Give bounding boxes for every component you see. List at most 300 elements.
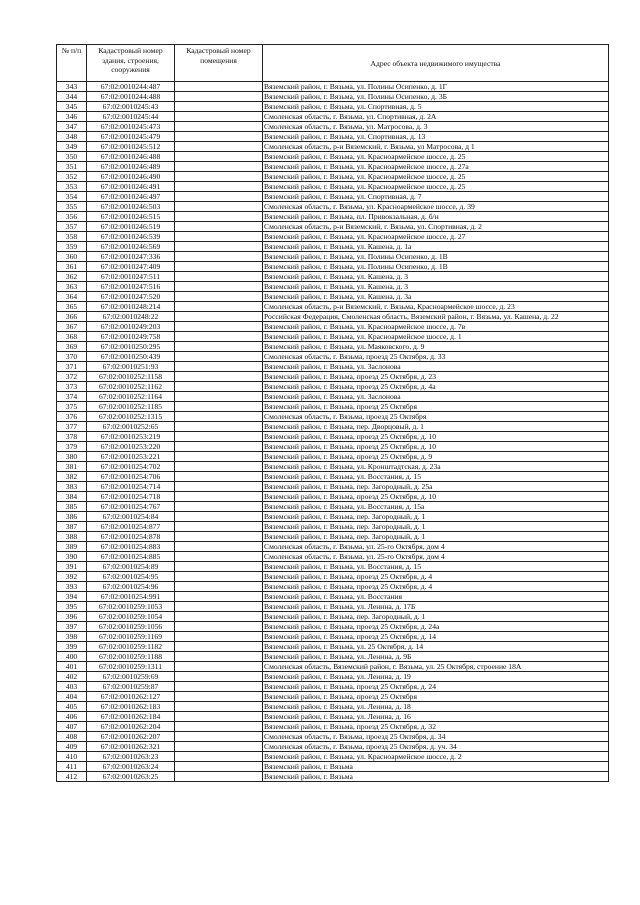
address-cell: Смоленская область, г. Вязьма, проезд 25 Октября, д. 33 — [263, 352, 609, 362]
table-row — [57, 292, 609, 302]
cadastral-building-cell: 67:02:0010246:515 — [87, 212, 175, 222]
row-number: 409 — [57, 742, 87, 752]
cadastral-room-cell — [175, 522, 263, 532]
address-cell: Смоленская область, г. Вязьма, ул. Матросова, д. 3 — [263, 122, 609, 132]
table-row — [57, 412, 609, 422]
cadastral-room-cell — [175, 692, 263, 702]
table-row — [57, 742, 609, 752]
cadastral-building-cell: 67:02:0010254:767 — [87, 502, 175, 512]
cadastral-building-cell: 67:02:0010262:204 — [87, 722, 175, 732]
address-cell: Вяземский район, г. Вязьма, проезд 25 Октября, д. 10 — [263, 492, 609, 502]
table-row — [57, 612, 609, 622]
address-cell: Вяземский район, г. Вязьма — [263, 772, 609, 782]
address-cell: Вяземский район, г. Вязьма, проезд 25 Октября, д. 32 — [263, 722, 609, 732]
cadastral-building-cell: 67:02:0010248:214 — [87, 302, 175, 312]
cadastral-building-cell: 67:02:0010246:519 — [87, 222, 175, 232]
table-row — [57, 342, 609, 352]
table-row — [57, 232, 609, 242]
row-number: 385 — [57, 502, 87, 512]
row-number: 406 — [57, 712, 87, 722]
row-number: 350 — [57, 152, 87, 162]
row-number: 377 — [57, 422, 87, 432]
cadastral-room-cell — [175, 172, 263, 182]
row-number: 346 — [57, 112, 87, 122]
row-number: 386 — [57, 512, 87, 522]
row-number: 395 — [57, 602, 87, 612]
cadastral-room-cell — [175, 192, 263, 202]
table-row — [57, 552, 609, 562]
row-number: 399 — [57, 642, 87, 652]
table-row — [57, 582, 609, 592]
address-cell: Вяземский район, г. Вязьма, пер. Загородный, д. 1 — [263, 512, 609, 522]
table-row — [57, 542, 609, 552]
cadastral-building-cell: 67:02:0010246:539 — [87, 232, 175, 242]
address-cell: Смоленская область, р-н Вяземский, г. Вязьма, ул. Спортивная, д. 2 — [263, 222, 609, 232]
cadastral-room-cell — [175, 412, 263, 422]
table-row — [57, 702, 609, 712]
cadastral-building-cell: 67:02:0010245:479 — [87, 132, 175, 142]
cadastral-building-cell: 67:02:0010254:89 — [87, 562, 175, 572]
cadastral-building-cell: 67:02:0010254:718 — [87, 492, 175, 502]
address-cell: Вяземский район, г. Вязьма, ул. Спортивная, д. 5 — [263, 102, 609, 112]
row-number: 344 — [57, 92, 87, 102]
row-number: 352 — [57, 172, 87, 182]
table-row — [57, 712, 609, 722]
address-cell: Смоленская область, р-н Вяземский, г. Вязьма, Красноармейское шоссе, д. 23 — [263, 302, 609, 312]
address-cell: Вяземский район, г. Вязьма, ул. Восстания — [263, 592, 609, 602]
table-body — [57, 82, 609, 782]
cadastral-room-cell — [175, 502, 263, 512]
cadastral-room-cell — [175, 252, 263, 262]
table-row — [57, 272, 609, 282]
row-number: 379 — [57, 442, 87, 452]
cadastral-building-cell: 67:02:0010253:221 — [87, 452, 175, 462]
cadastral-room-cell — [175, 272, 263, 282]
address-cell: Вяземский район, г. Вязьма, ул. Красноармейское шоссе, д. 2 — [263, 752, 609, 762]
row-number: 407 — [57, 722, 87, 732]
cadastral-room-cell — [175, 672, 263, 682]
row-number: 396 — [57, 612, 87, 622]
cadastral-building-cell: 67:02:0010259:69 — [87, 672, 175, 682]
address-cell: Вяземский район, г. Вязьма, ул. Красноармейское шоссе, д. 27а — [263, 162, 609, 172]
row-number: 404 — [57, 692, 87, 702]
address-cell: Вяземский район, г. Вязьма, ул. Полины Осипенко, д. 1Г — [263, 82, 609, 92]
address-cell: Вяземский район, г. Вязьма, ул. Кашена, д. 3 — [263, 282, 609, 292]
address-cell: Вяземский район, г. Вязьма, ул. Красноармейское шоссе, д. 25 — [263, 172, 609, 182]
row-number: 384 — [57, 492, 87, 502]
cadastral-building-cell: 67:02:0010254:702 — [87, 462, 175, 472]
cadastral-room-cell — [175, 342, 263, 352]
cadastral-room-cell — [175, 642, 263, 652]
cadastral-room-cell — [175, 472, 263, 482]
table-row — [57, 182, 609, 192]
address-cell: Российская Федерация, Смоленская область, Вяземский район, г. Вязьма, ул. Кашена, д. 22 — [263, 312, 609, 322]
cadastral-room-cell — [175, 282, 263, 292]
address-cell: Вяземский район, г. Вязьма, проезд 25 Октября, д. 4 — [263, 572, 609, 582]
cadastral-room-cell — [175, 372, 263, 382]
cadastral-room-cell — [175, 682, 263, 692]
cadastral-building-cell: 67:02:0010262:321 — [87, 742, 175, 752]
table-row — [57, 762, 609, 772]
row-number: 348 — [57, 132, 87, 142]
table-row — [57, 352, 609, 362]
cadastral-building-cell: 67:02:0010244:488 — [87, 92, 175, 102]
table-row — [57, 662, 609, 672]
row-number: 403 — [57, 682, 87, 692]
table-row — [57, 602, 609, 612]
address-cell: Вяземский район, г. Вязьма, ул. Красноармейское шоссе, д. 25 — [263, 182, 609, 192]
table-row — [57, 112, 609, 122]
address-cell: Вяземский район, г. Вязьма, ул. Заслонова — [263, 392, 609, 402]
cadastral-building-cell: 67:02:0010259:1056 — [87, 622, 175, 632]
row-number: 361 — [57, 262, 87, 272]
cadastral-room-cell — [175, 132, 263, 142]
cadastral-room-cell — [175, 212, 263, 222]
table-row — [57, 162, 609, 172]
cadastral-room-cell — [175, 222, 263, 232]
table-row — [57, 442, 609, 452]
address-cell: Вяземский район, г. Вязьма, ул. Восстания, д. 15 — [263, 562, 609, 572]
row-number: 389 — [57, 542, 87, 552]
address-cell: Вяземский район, г. Вязьма, ул. Красноармейское шоссе, д. 7в — [263, 322, 609, 332]
cadastral-room-cell — [175, 302, 263, 312]
table-row — [57, 132, 609, 142]
cadastral-building-cell: 67:02:0010248:22 — [87, 312, 175, 322]
cadastral-room-cell — [175, 452, 263, 462]
row-number: 401 — [57, 662, 87, 672]
table-row — [57, 622, 609, 632]
cadastral-room-cell — [175, 772, 263, 782]
cadastral-room-cell — [175, 112, 263, 122]
table-row — [57, 172, 609, 182]
row-number: 387 — [57, 522, 87, 532]
cadastral-building-cell: 67:02:0010263:24 — [87, 762, 175, 772]
table-row — [57, 262, 609, 272]
address-cell: Вяземский район, г. Вязьма, проезд 25 Октября, д. 10 — [263, 432, 609, 442]
cadastral-building-cell: 67:02:0010254:95 — [87, 572, 175, 582]
cadastral-building-cell: 67:02:0010259:1053 — [87, 602, 175, 612]
address-cell: Вяземский район, г. Вязьма — [263, 762, 609, 772]
address-cell: Вяземский район, г. Вязьма, проезд 25 Октября — [263, 402, 609, 412]
cadastral-building-cell: 67:02:0010245:512 — [87, 142, 175, 152]
row-number: 374 — [57, 392, 87, 402]
address-cell: Смоленская область, г. Вязьма, ул. 25-го Октября, дом 4 — [263, 552, 609, 562]
row-number: 371 — [57, 362, 87, 372]
table-row — [57, 652, 609, 662]
row-number: 345 — [57, 102, 87, 112]
row-number: 366 — [57, 312, 87, 322]
cadastral-building-cell: 67:02:0010262:127 — [87, 692, 175, 702]
cadastral-room-cell — [175, 122, 263, 132]
address-cell: Смоленская область, г. Вязьма, ул. Спортивная, д. 2А — [263, 112, 609, 122]
property-table — [56, 44, 609, 782]
table-row — [57, 212, 609, 222]
address-cell: Вяземский район, г. Вязьма, ул. Спортивная, д. 13 — [263, 132, 609, 142]
cadastral-building-cell: 67:02:0010252:1164 — [87, 392, 175, 402]
row-number: 383 — [57, 482, 87, 492]
row-number: 353 — [57, 182, 87, 192]
address-cell: Вяземский район, г. Вязьма, ул. Кашена, д. 3а — [263, 292, 609, 302]
cadastral-room-cell — [175, 572, 263, 582]
cadastral-room-cell — [175, 322, 263, 332]
cadastral-building-cell: 67:02:0010245:473 — [87, 122, 175, 132]
cadastral-room-cell — [175, 492, 263, 502]
row-number: 369 — [57, 342, 87, 352]
cadastral-building-cell: 67:02:0010259:1311 — [87, 662, 175, 672]
address-cell: Вяземский район, г. Вязьма, ул. Спортивная, д. 7 — [263, 192, 609, 202]
cadastral-building-cell: 67:02:0010262:207 — [87, 732, 175, 742]
cadastral-room-cell — [175, 152, 263, 162]
cadastral-building-cell: 67:02:0010252:65 — [87, 422, 175, 432]
row-number: 354 — [57, 192, 87, 202]
table-row — [57, 282, 609, 292]
row-number: 398 — [57, 632, 87, 642]
address-cell: Вяземский район, г. Вязьма, пл. Привокзальная, д. б/н — [263, 212, 609, 222]
table-row — [57, 402, 609, 412]
row-number: 373 — [57, 382, 87, 392]
cadastral-building-cell: 67:02:0010245:44 — [87, 112, 175, 122]
cadastral-room-cell — [175, 142, 263, 152]
row-number: 375 — [57, 402, 87, 412]
cadastral-building-cell: 67:02:0010259:1188 — [87, 652, 175, 662]
cadastral-building-cell: 67:02:0010247:511 — [87, 272, 175, 282]
cadastral-room-cell — [175, 92, 263, 102]
address-cell: Вяземский район, г. Вязьма, проезд 25 Октября, д. 23 — [263, 372, 609, 382]
row-number: 378 — [57, 432, 87, 442]
table-row — [57, 672, 609, 682]
table-row — [57, 382, 609, 392]
row-number: 397 — [57, 622, 87, 632]
address-cell: Вяземский район, г. Вязьма, ул. Кашена, д. 1а — [263, 242, 609, 252]
address-cell: Вяземский район, г. Вязьма, пер. Загородный, д. 1 — [263, 532, 609, 542]
cadastral-building-cell: 67:02:0010247:516 — [87, 282, 175, 292]
table-row — [57, 472, 609, 482]
cadastral-room-cell — [175, 632, 263, 642]
cadastral-room-cell — [175, 562, 263, 572]
row-number: 367 — [57, 322, 87, 332]
cadastral-building-cell: 67:02:0010254:883 — [87, 542, 175, 552]
row-number: 376 — [57, 412, 87, 422]
table-row — [57, 482, 609, 492]
document-page — [56, 44, 608, 782]
table-row — [57, 302, 609, 312]
table-row — [57, 492, 609, 502]
header-address: Адрес объекта недвижимого имущества — [263, 45, 609, 82]
table-row — [57, 752, 609, 762]
cadastral-room-cell — [175, 762, 263, 772]
row-number: 368 — [57, 332, 87, 342]
row-number: 405 — [57, 702, 87, 712]
row-number: 410 — [57, 752, 87, 762]
cadastral-room-cell — [175, 332, 263, 342]
row-number: 400 — [57, 652, 87, 662]
row-number: 362 — [57, 272, 87, 282]
cadastral-building-cell: 67:02:0010254:706 — [87, 472, 175, 482]
address-cell: Вяземский район, г. Вязьма, ул. Восстания, д. 15 — [263, 472, 609, 482]
cadastral-room-cell — [175, 162, 263, 172]
row-number: 394 — [57, 592, 87, 602]
table-row — [57, 242, 609, 252]
cadastral-building-cell: 67:02:0010251:93 — [87, 362, 175, 372]
cadastral-building-cell: 67:02:0010250:439 — [87, 352, 175, 362]
table-row — [57, 102, 609, 112]
table-row — [57, 92, 609, 102]
cadastral-room-cell — [175, 752, 263, 762]
cadastral-room-cell — [175, 382, 263, 392]
cadastral-room-cell — [175, 732, 263, 742]
address-cell: Вяземский район, г. Вязьма, ул. Восстания, д. 15а — [263, 502, 609, 512]
cadastral-room-cell — [175, 102, 263, 112]
cadastral-room-cell — [175, 462, 263, 472]
row-number: 402 — [57, 672, 87, 682]
table-row — [57, 142, 609, 152]
row-number: 343 — [57, 82, 87, 92]
table-row — [57, 632, 609, 642]
table-row — [57, 312, 609, 322]
address-cell: Смоленская область, р-н Вяземский, г. Вязьма, ул Матросова, д 1 — [263, 142, 609, 152]
row-number: 358 — [57, 232, 87, 242]
cadastral-room-cell — [175, 392, 263, 402]
address-cell: Вяземский район, г. Вязьма, ул. Ленина, д. 16 — [263, 712, 609, 722]
cadastral-building-cell: 67:02:0010254:714 — [87, 482, 175, 492]
table-row — [57, 122, 609, 132]
cadastral-room-cell — [175, 582, 263, 592]
cadastral-building-cell: 67:02:0010246:503 — [87, 202, 175, 212]
header-cadastral-building: Кадастровый номер здания, строения, сооружения — [87, 45, 175, 82]
address-cell: Вяземский район, г. Вязьма, проезд 25 Октября, д. 9 — [263, 452, 609, 462]
table-row — [57, 332, 609, 342]
address-cell: Вяземский район, г. Вязьма, проезд 25 Октября, д. 24 — [263, 682, 609, 692]
table-row — [57, 392, 609, 402]
cadastral-building-cell: 67:02:0010253:220 — [87, 442, 175, 452]
table-row — [57, 422, 609, 432]
cadastral-room-cell — [175, 592, 263, 602]
cadastral-room-cell — [175, 512, 263, 522]
row-number: 349 — [57, 142, 87, 152]
row-number: 411 — [57, 762, 87, 772]
table-row — [57, 562, 609, 572]
cadastral-building-cell: 67:02:0010249:758 — [87, 332, 175, 342]
address-cell: Вяземский район, г. Вязьма, ул. Красноармейское шоссе, д. 25 — [263, 152, 609, 162]
address-cell: Смоленская область, г. Вязьма, проезд 25 Октября, д. 34 — [263, 732, 609, 742]
table-row — [57, 572, 609, 582]
cadastral-room-cell — [175, 182, 263, 192]
table-row — [57, 152, 609, 162]
cadastral-building-cell: 67:02:0010259:1054 — [87, 612, 175, 622]
address-cell: Смоленская область, г. Вязьма, проезд 25 Октября, д. уч. 34 — [263, 742, 609, 752]
cadastral-room-cell — [175, 652, 263, 662]
row-number: 364 — [57, 292, 87, 302]
address-cell: Вяземский район, г. Вязьма, проезд 25 Октября, д. 4 — [263, 582, 609, 592]
table-row — [57, 432, 609, 442]
row-number: 372 — [57, 372, 87, 382]
address-cell: Вяземский район, г. Вязьма, ул. Ленина, д. 9Б — [263, 652, 609, 662]
address-cell: Вяземский район, г. Вязьма, пер. Загородный, д. 1 — [263, 612, 609, 622]
cadastral-building-cell: 67:02:0010252:1315 — [87, 412, 175, 422]
cadastral-room-cell — [175, 612, 263, 622]
cadastral-room-cell — [175, 662, 263, 672]
row-number: 381 — [57, 462, 87, 472]
row-number: 363 — [57, 282, 87, 292]
address-cell: Вяземский район, г. Вязьма, ул. Кашена, д. 3 — [263, 272, 609, 282]
cadastral-building-cell: 67:02:0010250:295 — [87, 342, 175, 352]
table-row — [57, 512, 609, 522]
table-row — [57, 772, 609, 782]
address-cell: Вяземский район, г. Вязьма, ул. Маяковского, д. 9 — [263, 342, 609, 352]
cadastral-building-cell: 67:02:0010252:1158 — [87, 372, 175, 382]
cadastral-building-cell: 67:02:0010246:491 — [87, 182, 175, 192]
address-cell: Вяземский район, г. Вязьма, проезд 25 Октября, д. 24а — [263, 622, 609, 632]
cadastral-building-cell: 67:02:0010259:1169 — [87, 632, 175, 642]
table-row — [57, 732, 609, 742]
table-row — [57, 222, 609, 232]
cadastral-building-cell: 67:02:0010253:219 — [87, 432, 175, 442]
address-cell: Вяземский район, г. Вязьма, ул. Полины Осипенко, д. 1В — [263, 262, 609, 272]
cadastral-building-cell: 67:02:0010246:497 — [87, 192, 175, 202]
cadastral-room-cell — [175, 202, 263, 212]
row-number: 390 — [57, 552, 87, 562]
address-cell: Вяземский район, г. Вязьма, ул. Красноармейское шоссе, д. 27 — [263, 232, 609, 242]
table-row — [57, 462, 609, 472]
cadastral-room-cell — [175, 542, 263, 552]
cadastral-building-cell: 67:02:0010262:184 — [87, 712, 175, 722]
header-cadastral-room: Кадастровый номер помещения — [175, 45, 263, 82]
row-number: 359 — [57, 242, 87, 252]
address-cell: Вяземский район, г. Вязьма, ул. 25 Октября, д. 14 — [263, 642, 609, 652]
row-number: 392 — [57, 572, 87, 582]
row-number: 388 — [57, 532, 87, 542]
row-number: 382 — [57, 472, 87, 482]
row-number: 356 — [57, 212, 87, 222]
cadastral-building-cell: 67:02:0010254:877 — [87, 522, 175, 532]
cadastral-building-cell: 67:02:0010252:1185 — [87, 402, 175, 412]
table-row — [57, 502, 609, 512]
cadastral-building-cell: 67:02:0010245:43 — [87, 102, 175, 112]
cadastral-building-cell: 67:02:0010254:991 — [87, 592, 175, 602]
table-row — [57, 372, 609, 382]
table-row — [57, 362, 609, 372]
row-number: 347 — [57, 122, 87, 132]
cadastral-building-cell: 67:02:0010244:487 — [87, 82, 175, 92]
cadastral-room-cell — [175, 532, 263, 542]
row-number: 365 — [57, 302, 87, 312]
cadastral-building-cell: 67:02:0010247:520 — [87, 292, 175, 302]
address-cell: Вяземский район, г. Вязьма, проезд 25 Октября — [263, 692, 609, 702]
cadastral-room-cell — [175, 702, 263, 712]
table-row — [57, 82, 609, 92]
cadastral-building-cell: 67:02:0010252:1162 — [87, 382, 175, 392]
address-cell: Вяземский район, г. Вязьма, ул. Ленина, д. 18 — [263, 702, 609, 712]
address-cell: Смоленская область, г. Вязьма, проезд 25 Октября — [263, 412, 609, 422]
header-num: № п/п — [57, 45, 87, 82]
row-number: 412 — [57, 772, 87, 782]
cadastral-room-cell — [175, 712, 263, 722]
address-cell: Вяземский район, г. Вязьма, проезд 25 Октября, д. 14 — [263, 632, 609, 642]
cadastral-room-cell — [175, 312, 263, 322]
row-number: 355 — [57, 202, 87, 212]
address-cell: Вяземский район, г. Вязьма, ул. Заслонова — [263, 362, 609, 372]
cadastral-room-cell — [175, 292, 263, 302]
cadastral-building-cell: 67:02:0010254:878 — [87, 532, 175, 542]
cadastral-building-cell: 67:02:0010247:409 — [87, 262, 175, 272]
row-number: 393 — [57, 582, 87, 592]
table-row — [57, 532, 609, 542]
cadastral-room-cell — [175, 232, 263, 242]
cadastral-room-cell — [175, 722, 263, 732]
row-number: 357 — [57, 222, 87, 232]
table-row — [57, 202, 609, 212]
cadastral-room-cell — [175, 82, 263, 92]
